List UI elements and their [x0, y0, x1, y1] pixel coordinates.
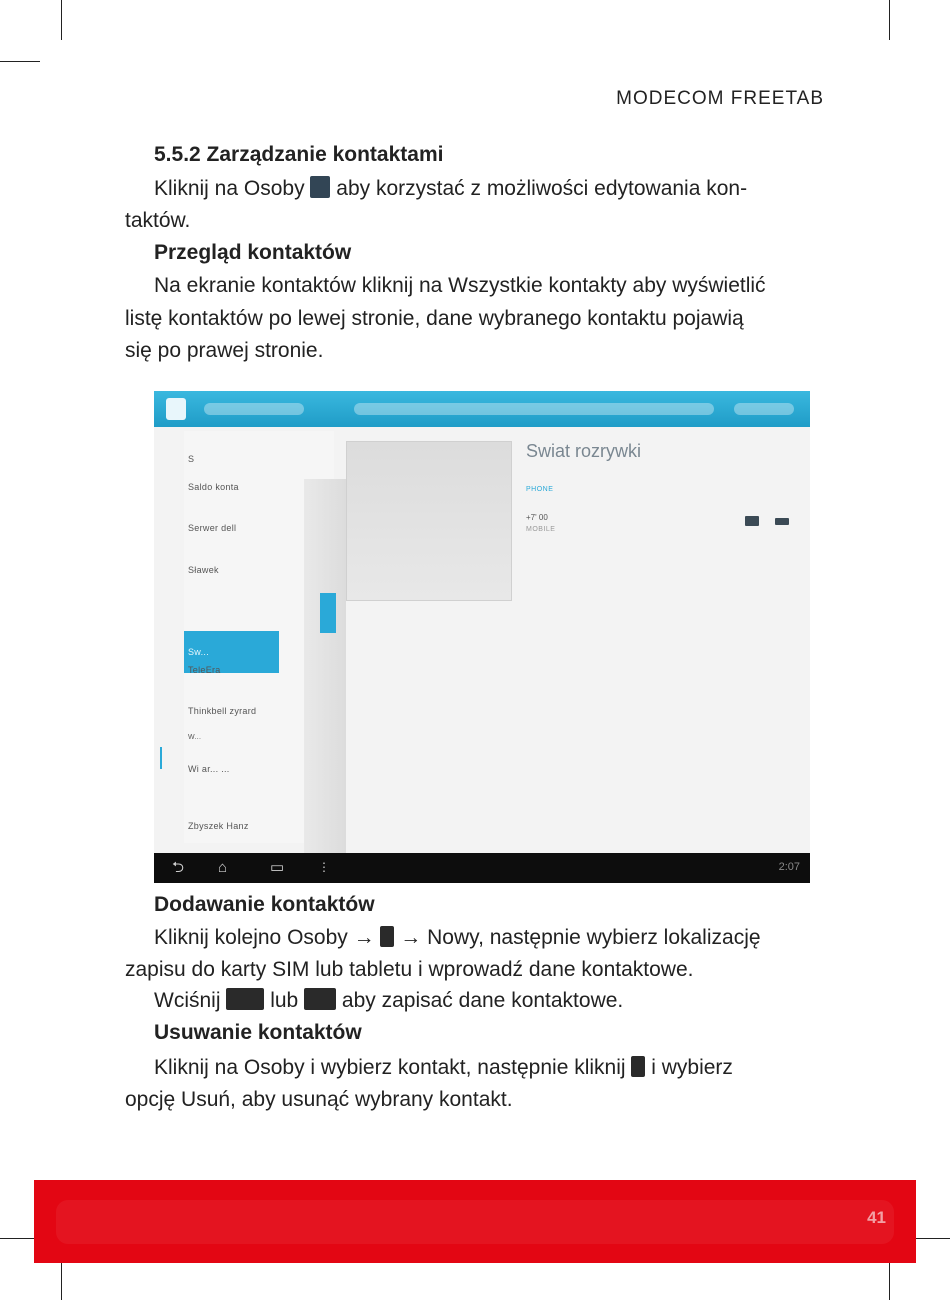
- system-navbar: [154, 853, 810, 883]
- subsection-title-removing: Usuwanie kontaktów: [154, 1021, 362, 1044]
- back-button-icon: [226, 988, 264, 1010]
- people-app-icon: [310, 176, 330, 198]
- subsection-title-adding: Dodawanie kontaktów: [154, 893, 375, 916]
- status-clock: 2:07: [778, 861, 800, 873]
- removing-paragraph: [154, 1052, 733, 1084]
- adding-text: Kliknij kolejno Osoby →: [154, 926, 375, 949]
- selection-indicator: [320, 593, 336, 633]
- list-item-selected[interactable]: Sw...: [188, 647, 210, 657]
- adding-text: lub: [270, 989, 299, 1012]
- list-header: W...: [188, 734, 202, 741]
- adding-paragraph: [154, 922, 761, 954]
- removing-text: i wybierz: [651, 1056, 733, 1079]
- crop-mark: [889, 1258, 890, 1300]
- phone-number[interactable]: +7' 00: [526, 513, 548, 522]
- menu-icon: [380, 926, 394, 947]
- adding-text: → Nowy, następnie wybierz lokalizację: [400, 926, 761, 949]
- list-header: S: [188, 454, 195, 464]
- running-header: MODECOM FREETAB: [616, 88, 824, 109]
- menu-icon: [631, 1056, 645, 1077]
- crop-mark: [0, 61, 40, 62]
- action-bar-item: [204, 403, 304, 415]
- intro-paragraph: [154, 173, 826, 205]
- adding-text: Wciśnij: [154, 989, 221, 1012]
- intro-text-line2: taktów.: [125, 209, 191, 232]
- list-item[interactable]: Serwer dell: [188, 523, 237, 533]
- footer-inner-panel: [56, 1200, 894, 1244]
- list-item[interactable]: Wi ar... ...: [188, 764, 230, 774]
- crop-mark: [61, 0, 62, 40]
- crop-mark: [889, 0, 890, 40]
- section-title: 5.5.2 Zarządzanie kontaktami: [154, 143, 444, 166]
- list-item[interactable]: Saldo konta: [188, 482, 239, 492]
- intro-text: aby korzystać z możliwości edytowania kon-: [336, 177, 748, 200]
- removing-text: Kliknij na Osoby i wybierz kontakt, następnie kliknij: [154, 1056, 626, 1079]
- removing-text: opcję Usuń, aby usunąć wybrany kontakt.: [125, 1088, 513, 1111]
- review-text: Na ekranie kontaktów kliknij na Wszystkie kontakty aby wyświetlić: [154, 274, 766, 297]
- list-item[interactable]: TeleEra: [188, 665, 221, 675]
- fast-scroll-index[interactable]: [304, 479, 346, 879]
- contact-name: Swiat rozrywki: [526, 441, 642, 461]
- list-item[interactable]: Thinkbell zyrard: [188, 706, 257, 716]
- subsection-title-review: Przegląd kontaktów: [154, 241, 352, 264]
- crop-mark: [61, 1258, 62, 1300]
- call-icon[interactable]: [745, 516, 759, 526]
- action-bar-item: [734, 403, 794, 415]
- message-icon[interactable]: [775, 518, 789, 525]
- back-icon[interactable]: ⮌: [172, 859, 185, 876]
- action-bar-item: [354, 403, 714, 415]
- phone-section-label: PHONE: [526, 486, 554, 493]
- intro-text: Kliknij na Osoby: [154, 177, 305, 200]
- review-text: się po prawej stronie.: [125, 339, 324, 362]
- contacts-screenshot: [154, 391, 810, 883]
- adding-save-line: [154, 985, 623, 1017]
- contact-list: [184, 431, 334, 843]
- action-bar: [154, 391, 810, 427]
- recent-apps-icon[interactable]: ▭: [270, 859, 285, 876]
- list-item[interactable]: Sławek: [188, 565, 219, 575]
- footer-band: [34, 1180, 916, 1263]
- crop-mark: [910, 1238, 950, 1239]
- adding-text: aby zapisać dane kontaktowe.: [341, 989, 624, 1012]
- list-item[interactable]: Zbyszek Hanz: [188, 821, 249, 831]
- review-text: listę kontaktów po lewej stronie, dane wybranego kontaktu pojawią: [125, 307, 744, 330]
- menu-icon[interactable]: ⋮: [318, 860, 330, 874]
- home-icon[interactable]: ⌂: [218, 859, 228, 876]
- scroll-indicator: [160, 747, 162, 769]
- page-number: 41: [867, 1208, 886, 1227]
- adding-text: zapisu do karty SIM lub tabletu i wprowadź dane kontaktowe.: [125, 958, 694, 981]
- done-button-icon: [304, 988, 336, 1010]
- people-app-icon: [166, 398, 186, 420]
- contact-photo: [346, 441, 512, 601]
- phone-type: MOBILE: [526, 526, 556, 533]
